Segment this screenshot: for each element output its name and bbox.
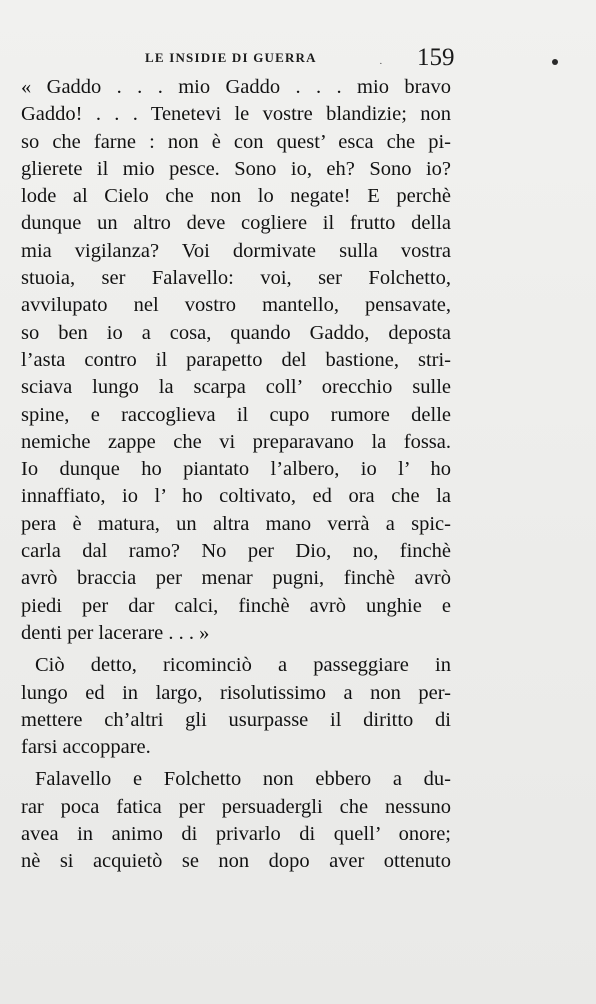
text-line: farsi accoppare. [21,736,151,759]
text-line: mettere ch’altri gli usurpasse il diritto di [21,708,451,731]
text-line: l’asta contro il parapetto del bastione, stri- [21,348,451,371]
text-line: lungo ed in largo, risolutissimo a non per- [21,681,451,704]
text-line: glierete il mio pesce. Sono io, eh? Sono io? [21,157,451,180]
text-line: stuoia, ser Falavello: voi, ser Folchetto, [21,267,451,290]
text-line: nè si acquietò se non dopo aver ottenuto [21,850,451,873]
text-line: carla dal ramo? No per Dio, no, finchè [21,540,451,563]
text-line: denti per lacerare . . . » [21,621,210,644]
text-line: innaffiato, io l’ ho coltivato, ed ora che la [21,485,451,508]
text-line: rar poca fatica per persuadergli che nessuno [21,795,451,818]
text-line: avvilupato nel vostro mantello, pensavate, [21,294,451,317]
text-line: avea in animo di privarlo di quell’ onore; [21,823,451,846]
text-line: dunque un altro deve cogliere il frutto della [21,212,451,235]
text-line: Ciò detto, ricominciò a passeggiare in [35,654,451,677]
text-line: « Gaddo . . . mio Gaddo . . . mio bravo [21,76,451,98]
text-line: Gaddo! . . . Tenetevi le vostre blandizie; non [21,103,451,126]
text-line: sciava lungo la scarpa coll’ orecchio sulle [21,376,451,399]
page-header [145,46,465,76]
text-line: nemiche zappe che vi preparavano la fossa. [21,430,451,453]
text-line: Io dunque ho piantato l’albero, io l’ ho [21,458,451,481]
ink-spot-icon [552,59,558,65]
text-line: spine, e raccoglieva il cupo rumore delle [21,403,451,426]
page-number: 159 [417,44,455,71]
text-line: Falavello e Folchetto non ebbero a du- [35,768,451,791]
text-line: pera è matura, un altra mano verrà a spic- [21,512,451,535]
header-separator: · [379,58,383,70]
text-line: avrò braccia per menar pugni, finchè avrò [21,567,451,590]
text-line: so ben io a cosa, quando Gaddo, deposta [21,321,451,344]
text-line: so che farne : non è con quest’ esca che pi- [21,130,451,153]
text-line: piedi per dar calci, finchè avrò unghie e [21,594,451,617]
text-line: mia vigilanza? Voi dormivate sulla vostra [21,239,451,262]
running-title: LE INSIDIE DI GUERRA [145,50,317,65]
body-text [21,74,451,876]
text-line: lode al Cielo che non lo negate! E perchè [21,185,451,208]
